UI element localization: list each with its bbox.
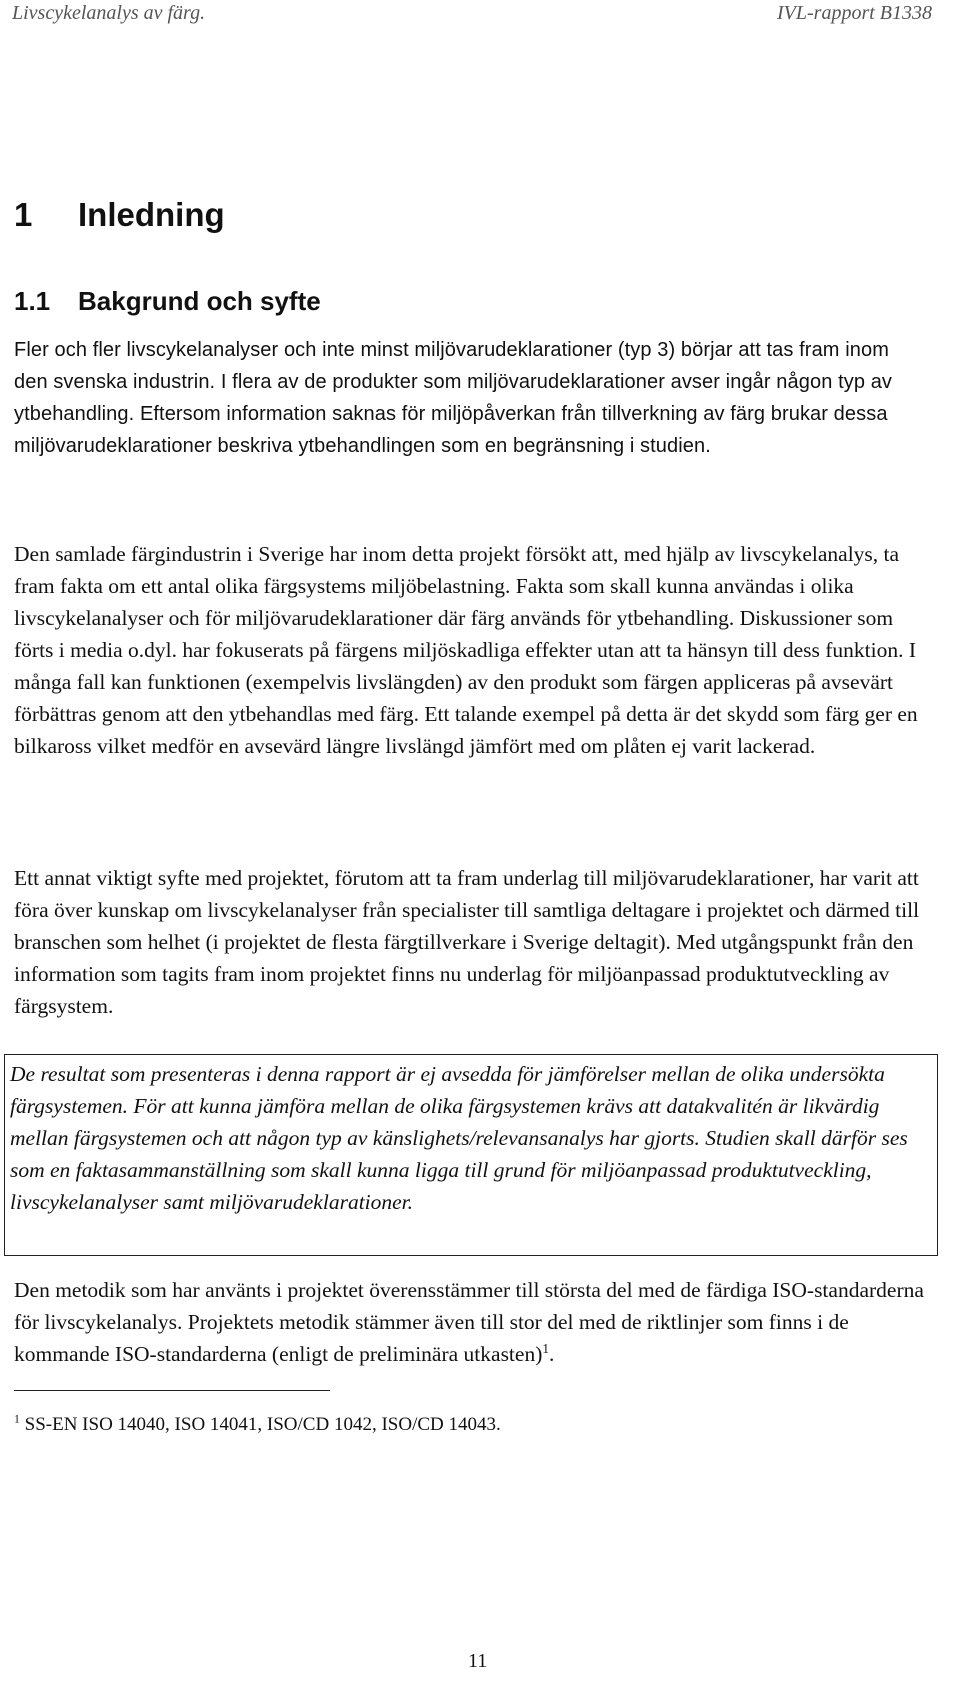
paragraph-project-purpose: Ett annat viktigt syfte med projektet, förutom att ta fram underlag till miljövarudeklarationer, har varit att föra över kunskap om livscykelanalyser från specialister till samtliga deltagare i projektet och därmed till branschen som helhet (i projektet de flesta färgtillverkare i Sverige deltagit). Med utgångspunkt från den information som tagits fram inom projektet finns nu underlag för miljöanpassad produktutveckling av färgsystem. xyxy=(14,866,920,1018)
running-header-title: Livscykelanalys av färg. xyxy=(12,2,206,24)
paragraph-methodology xyxy=(14,1274,926,1370)
footnote-text: SS-EN ISO 14040, ISO 14041, ISO/CD 1042, ISO/CD 14043. xyxy=(24,1414,501,1435)
methodology-text: Den metodik som har använts i projektet överensstämmer till största del med de färdiga ISO-standarderna för livscykelanalys. Projektets metodik stämmer även till stor del med de riktlinjer som finns i de kommande ISO-standarderna (enligt de preliminära utkasten) xyxy=(14,1278,924,1366)
methodology-end: . xyxy=(549,1342,555,1366)
disclaimer-text: De resultat som presenteras i denna rapport är ej avsedda för jämförelser mellan de olika undersökta färgsystemen. För att kunna jämföra mellan de olika färgsystemen krävs att datakvalitén är likvärdig mellan färgsystemen och att någon typ av känslighets/relevansanalys har gjorts. Studien skall därför ses som en faktasammanställning som skall kunna ligga till grund för miljöanpassad produktutveckling, livscykelanalyser samt miljövarudeklarationer. xyxy=(10,1062,908,1214)
section-title: Bakgrund och syfte xyxy=(78,286,321,316)
footnote-reference: 1 xyxy=(542,1340,550,1356)
section-heading xyxy=(14,286,321,317)
footnote xyxy=(14,1414,501,1436)
section-number: 1.1 xyxy=(14,286,51,316)
chapter-title: Inledning xyxy=(78,196,225,233)
paragraph-industry-project: Den samlade färgindustrin i Sverige har inom detta projekt försökt att, med hjälp av livscykelanalys, ta fram fakta om ett antal olika färgsystems miljöbelastning. Fakta som skall kunna användas i olika livscykelanalyser och för miljövarudeklarationer där färg används för ytbehandling. Diskussioner som förts i media o.dyl. har fokuserats på färgens miljöskadliga effekter utan att ta hänsyn till dess funktion. I många fall kan funktionen (exempelvis livslängden) av den produkt som färgen appliceras på avsevärt förbättras genom att den ytbehandlas med färg. Ett talande exempel på detta är det skydd som färg ger en bilkaross vilket medför en avsevärd längre livslängd jämfört med om plåten ej varit lackerad. xyxy=(14,542,918,758)
page-number: 11 xyxy=(468,1650,488,1672)
running-header-report-id: IVL-rapport B1338 xyxy=(777,2,932,24)
paragraph-background: Fler och fler livscykelanalyser och inte minst miljövarudeklarationer (typ 3) börjar att tas fram inom den svenska industrin. I flera av de produkter som miljövarudeklarationer avser ingår någon typ av ytbehandling. Eftersom information saknas för miljöpåverkan från tillverkning av färg brukar dessa miljövarudeklarationer beskriva ytbehandlingen som en begränsning i studien. xyxy=(14,339,893,457)
footnote-marker: 1 xyxy=(14,1412,20,1426)
chapter-number: 1 xyxy=(14,196,33,233)
chapter-heading xyxy=(14,196,225,234)
footnote-divider xyxy=(14,1390,330,1391)
